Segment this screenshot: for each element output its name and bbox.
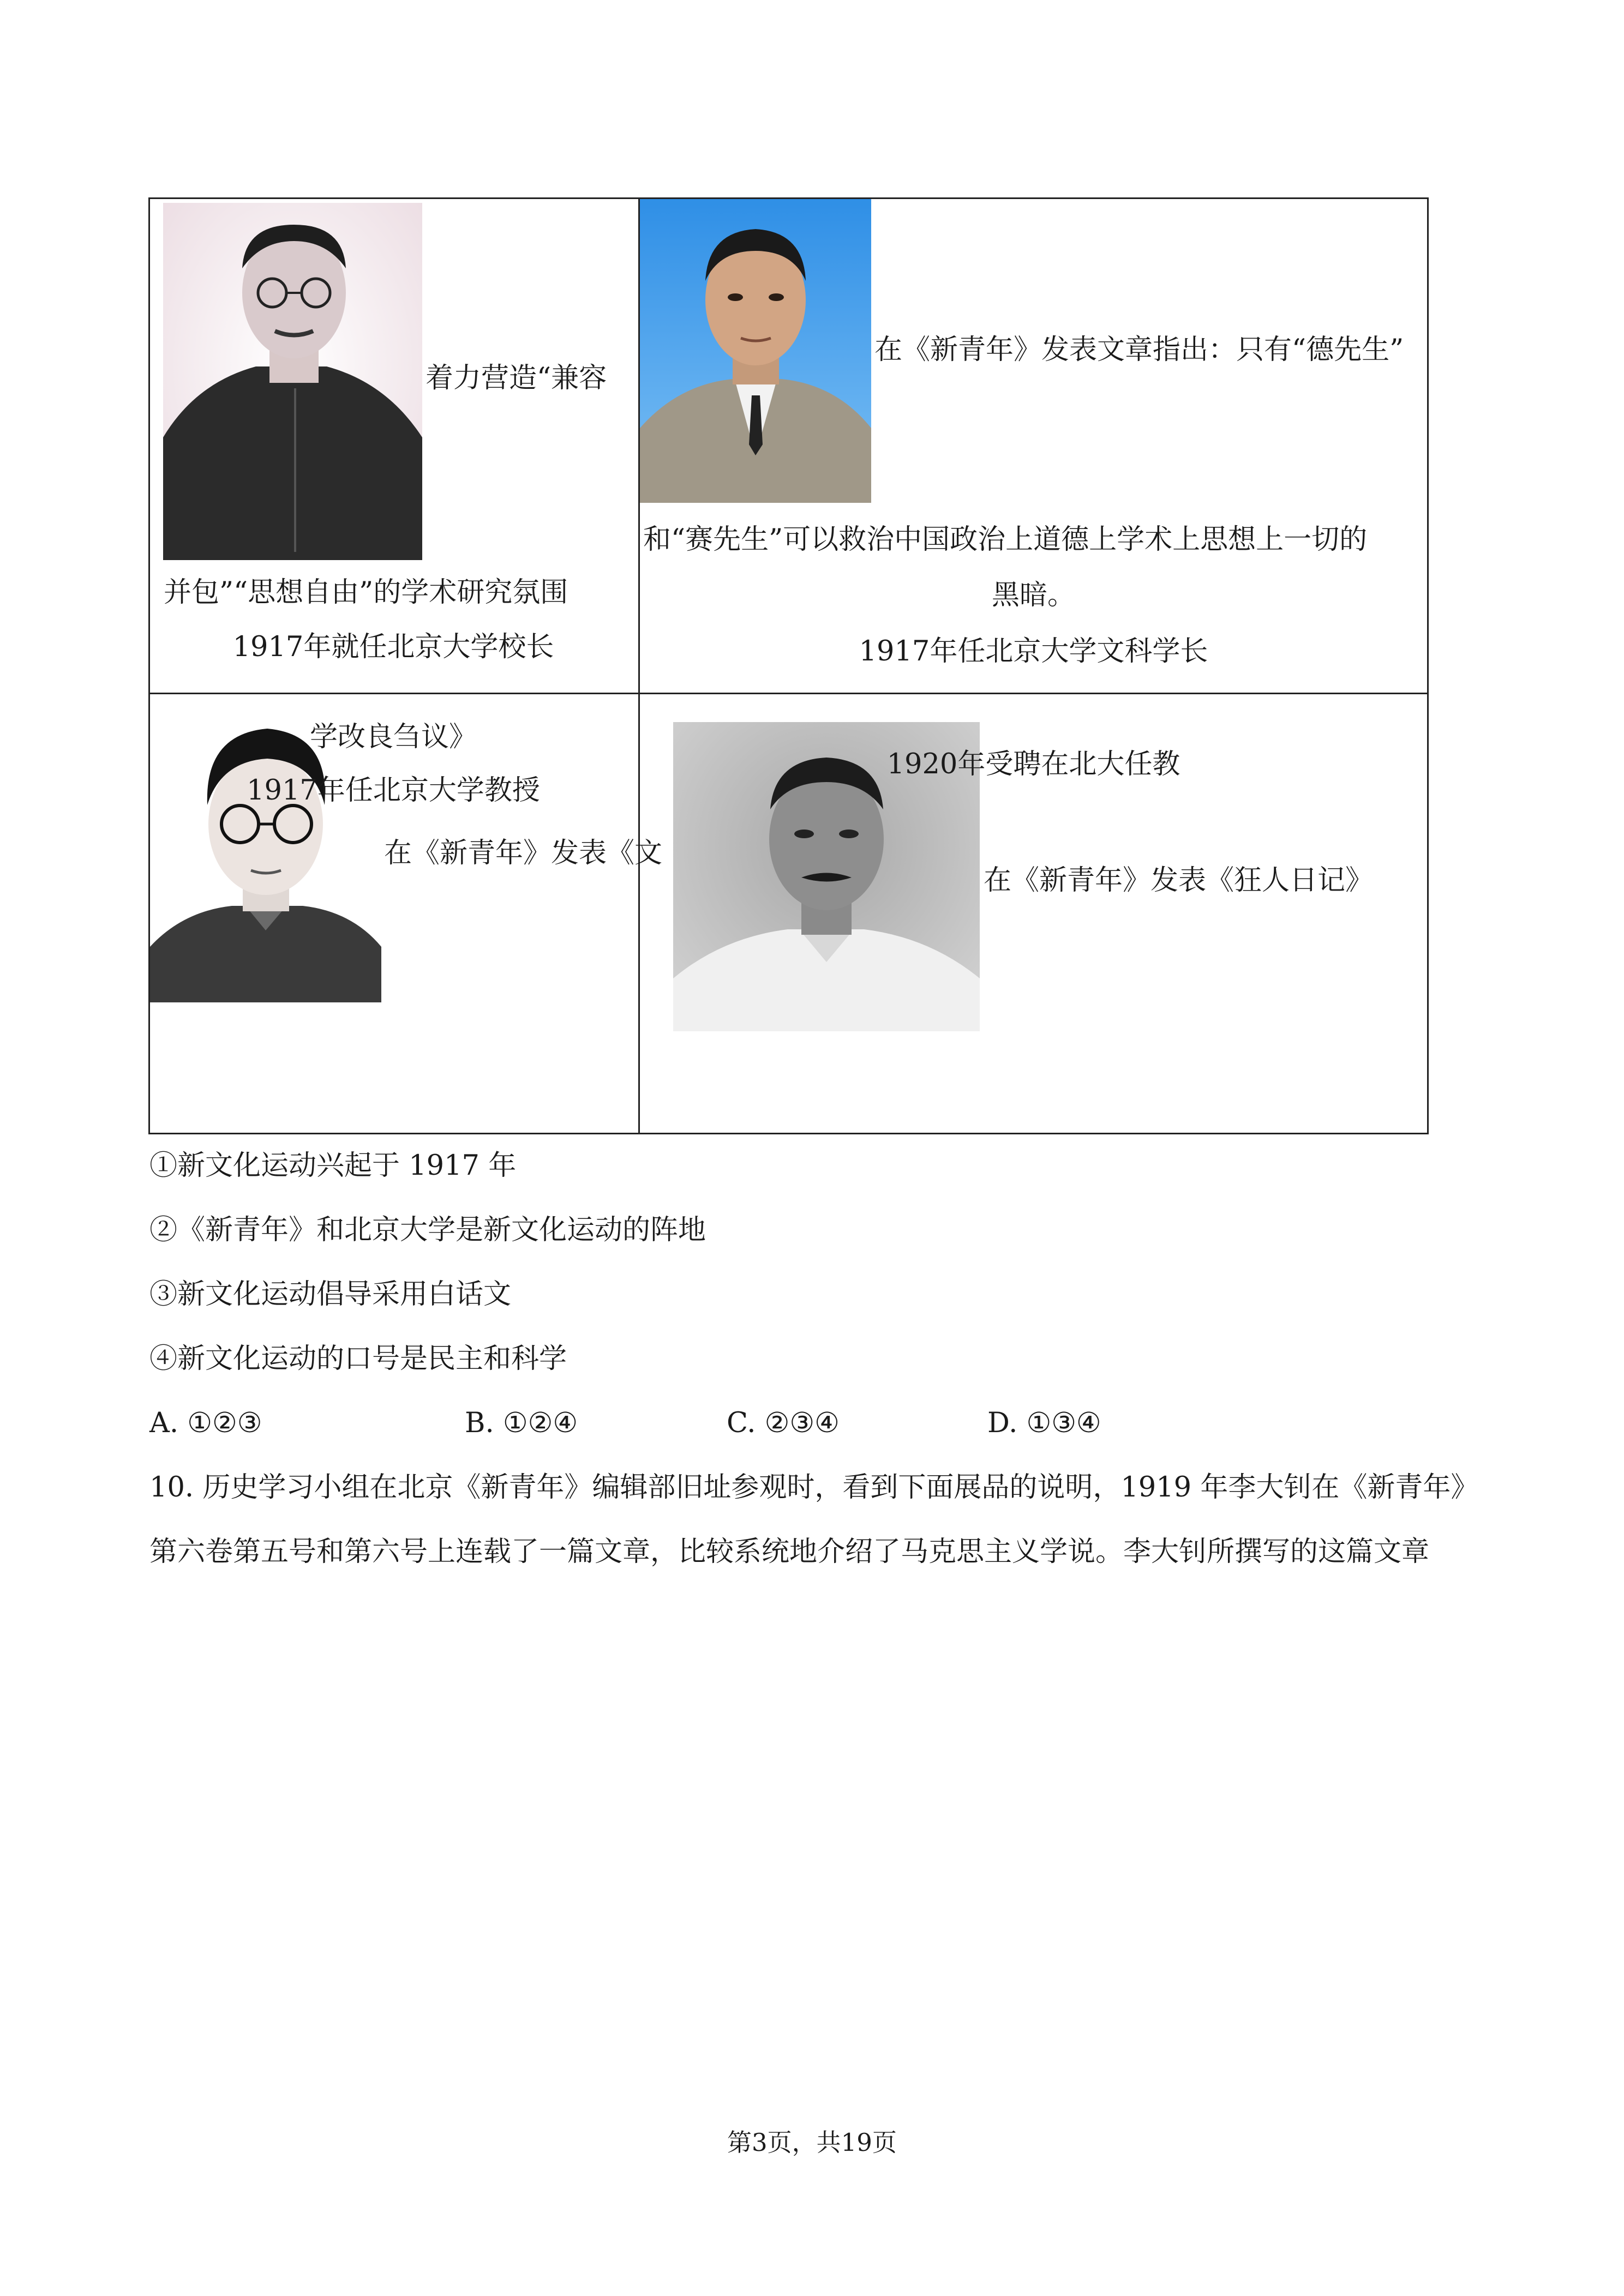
cell-2-description-line-2: 黑暗。 (991, 579, 1075, 611)
cell-3-side-text: 在《新青年》发表《文 (384, 837, 663, 869)
option-a[interactable]: A. ①②③ (149, 1407, 262, 1439)
option-b[interactable]: B. ①②④ (465, 1407, 578, 1439)
question-10-line-1: 10. 历史学习小组在北京《新青年》编辑部旧址参观时，看到下面展品的说明，1919 年李大钊在《新青年》 (149, 1471, 1479, 1504)
cell-2-side-text: 在《新青年》发表文章指出：只有“德先生” (874, 334, 1404, 366)
table-cell-1 (148, 197, 638, 693)
statement-4: ④新文化运动的口号是民主和科学 (149, 1343, 567, 1375)
table-cell-2 (640, 197, 1427, 693)
cell-2-description-line-1: 和“赛先生”可以救治中国政治上道德上学术上思想上一切的 (643, 524, 1368, 556)
table-cell-3 (148, 694, 663, 1133)
cell-1-side-text: 着力营造“兼容 (426, 362, 607, 394)
cell-4-side-text: 在《新青年》发表《狂人日记》 (984, 864, 1374, 897)
table-cell-4 (640, 694, 1427, 1133)
table-border-bottom (148, 1133, 1429, 1134)
option-c[interactable]: C. ②③④ (727, 1407, 840, 1439)
page-footer: 第3页，共19页 (727, 2128, 897, 2157)
cell-3-description: 学改良刍议》 (309, 721, 477, 753)
question-10-line-2: 第六卷第五号和第六号上连载了一篇文章，比较系统地介绍了马克思主义学说。李大钊所撰写的这篇文章 (149, 1536, 1430, 1568)
statement-1: ①新文化运动兴起于 1917 年 (149, 1150, 517, 1182)
cell-1-caption: 1917年就任北京大学校长 (232, 631, 554, 663)
cell-1-description: 并包”“思想自由”的学术研究氛围 (164, 576, 568, 609)
option-d[interactable]: D. ①③④ (987, 1407, 1101, 1439)
table-border-right (1427, 197, 1429, 1134)
portrait-photo-1 (163, 203, 422, 560)
portrait-photo-2 (640, 199, 871, 503)
cell-2-caption: 1917年任北京大学文科学长 (859, 635, 1208, 668)
statement-2: ②《新青年》和北京大学是新文化运动的阵地 (149, 1214, 706, 1246)
cell-3-caption: 1917年任北京大学教授 (247, 774, 540, 807)
statement-3: ③新文化运动倡导采用白话文 (149, 1278, 512, 1311)
cell-4-caption: 1920年受聘在北大任教 (886, 748, 1180, 780)
figures-table (148, 197, 1429, 1134)
